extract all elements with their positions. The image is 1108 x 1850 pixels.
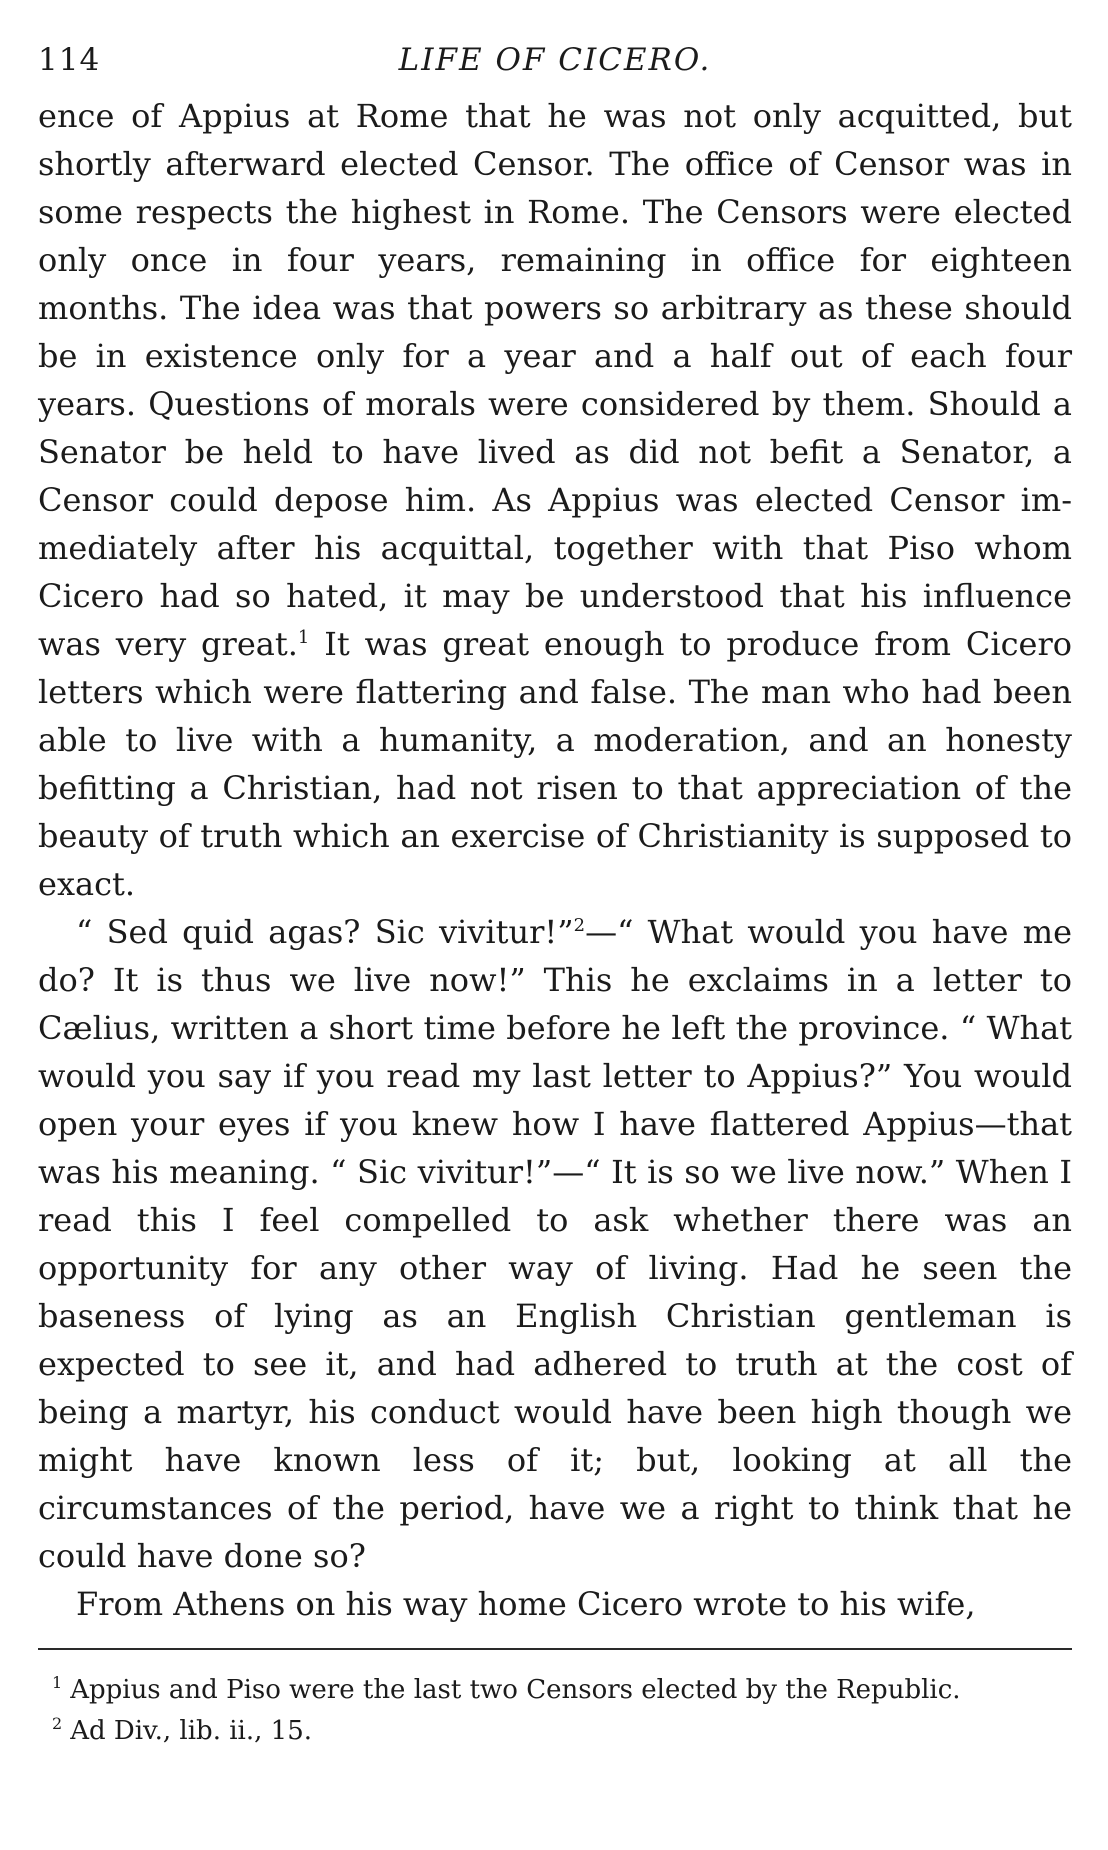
page-header	[38, 38, 1072, 82]
footnote-ref-2: 2	[573, 915, 586, 936]
paragraph-2	[38, 908, 1072, 1580]
page-number: 114	[38, 42, 101, 78]
paragraph-text: It was great enough to produce from Cicero letters which were flattering and false. The man who had been able to live with a humanity, a moderation, and an honesty befitting a Christian, had not risen to that appreciation of the beauty of truth which an exercise of Christianity is supposed to exact.	[38, 625, 1073, 903]
book-page	[38, 38, 1072, 1752]
footnote-divider	[38, 1648, 1072, 1650]
paragraph-text: —“ What would you have me do? It is thus we live now!” This he exclaims in a letter to Cælius, written a short time before he left the province. “ What would you say if you read my last letter to Appius?” You would open your eyes if you knew how I have flattered Appius—that was his meaning. “ Sic vivitur!”—“ It is so we live now.” When I read this I feel compelled to ask whether there was an opportunity for any other way of living. Had he seen the baseness of lying as an English Christian gentleman is expected to see it, and had adhered to truth at the cost of being a martyr, his conduct would have been high though we might have known less of it; but, looking at all the circumstances of the period, have we a right to think that he could have done so?	[38, 913, 1073, 1575]
footnote-2	[38, 1711, 1072, 1752]
footnote-1	[38, 1670, 1072, 1711]
running-title: LIFE OF CICERO.	[398, 42, 712, 78]
footnote-marker: 2	[52, 1714, 63, 1733]
footnote-text: Appius and Piso were the last two Censors elected by the Republic.	[70, 1675, 961, 1705]
footnotes	[38, 1670, 1072, 1752]
footnote-text: Ad Div., lib. ii., 15.	[70, 1716, 313, 1746]
paragraph-1	[38, 92, 1072, 908]
footnote-marker: 1	[52, 1673, 63, 1692]
footnote-ref-1: 1	[297, 627, 310, 648]
paragraph-text: “ Sed quid agas? Sic vivitur!”	[76, 913, 574, 951]
paragraph-text: ence of Appius at Rome that he was not only acquitted, but shortly afterward elected Censor. The office of Censor was in some respects the highest in Rome. The Censors were elected only once in four years, remaining in office for eighteen months. The idea was that powers so arbitrary as these should be in existence only for a year and a half out of each four years. Questions of morals were considered by them. Should a Senator be held to have lived as did not befit a Senator, a Censor could depose him. As Appius was elected Censor immediately after his acquittal, together with that Piso whom Cicero had so hated, it may be understood that his influence was very great.	[38, 97, 1072, 663]
paragraph-3	[38, 1580, 1072, 1628]
paragraph-text: From Athens on his way home Cicero wrote to his wife,	[76, 1585, 976, 1623]
body-text	[38, 92, 1072, 1628]
